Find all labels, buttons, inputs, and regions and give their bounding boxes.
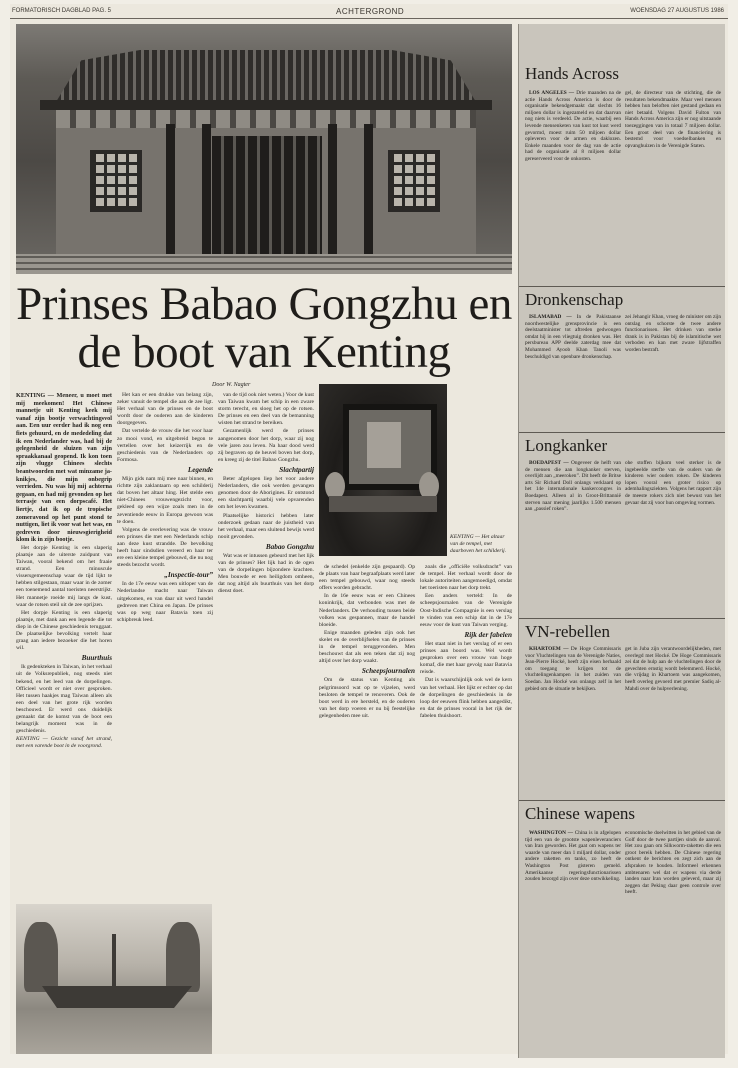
paragraph: de schedel (enkelde zijn gespaard). Op de plaats van haar begraafplaats werd later een tempel gebouwd, waar nog steeds offers worden gebracht. bbox=[319, 564, 415, 592]
paragraph: Dat is waarschijnlijk ook wel de kern van het verhaal. Het lijkt er echter op dat de dorpelingen de geschiedenis in de loop der eeuwen flink hebben aangedikt, en dat de prinses vooral in het rijk der fabelen thuishoort. bbox=[420, 677, 512, 719]
running-header bbox=[10, 4, 728, 19]
subhead: Rijk der fabelen bbox=[464, 630, 512, 639]
paragraph: Gezamenlijk werd de prinses aangenomen door het dorp, waar zij nog vele jaren zou leven. Na haar dood werd zij begraven op de heuvel boven het dorp, en kreeg zij de titel Babao Gongzhu. bbox=[218, 428, 314, 463]
subhead: „Inspectie-tour” bbox=[164, 571, 213, 580]
paragraph: Het kan er een drukke van belang zijn, zeker vanuit de tempel die aan de zee ligt. Het verhaal van de prinses en de boot wordt door de ouderen aan de kinderen doorgegeven. bbox=[117, 392, 213, 427]
byline: Door W. Nagter bbox=[212, 382, 251, 388]
temple-window bbox=[90, 150, 142, 212]
subhead: Scheepsjournalen bbox=[361, 667, 415, 676]
paragraph: In de 16e eeuw was er een Chinees koninkrijk, dat verbonden was met de Nederlanders. De verhouding tussen beide volken was gespannen, maar de handel bloeide. bbox=[319, 593, 415, 628]
temple-window bbox=[388, 150, 440, 212]
paragraph: Volgens de overlevering was de vrouw een prinses die met een Nederlands schip aan deze kust strandde. De bevolking heeft haar sindsdien vereerd en haar ter ere een kleine tempel gebouwd, die nu nog steeds bezocht wordt. bbox=[117, 526, 213, 569]
photo-caption: KENTING — Het altaar van de tempel, met daarboven het schilderij. bbox=[450, 534, 507, 554]
paragraph: van de tijd ook niet weten.) Voor de kust van Taiwan kwam het schip in een zware storm terecht, en sloeg het op de rotsen. De prinses en een deel van de bemanning wisten het strand te bereiken. bbox=[218, 392, 314, 427]
sidebar-headline: VN-rebellen bbox=[525, 622, 610, 641]
article-column-4 bbox=[319, 564, 415, 1058]
boat bbox=[42, 986, 192, 1008]
sidebar-text: gel, de directeur van de stichting, die de resultaten bekendmaakte. Maar veel mensen hebben hun beloften niet gestand gedaan en niet betaald. Volgens David Fulton van Hands Across America zijn er nog uitstaande toezeggingen van in totaal 7 miljoen dollar. Een groot deel van de financiering is bestemd voor voedselbanken en opvanghuizen in de Verenigde Staten. bbox=[625, 90, 721, 149]
dateline: ISLAMABAD — bbox=[529, 314, 572, 320]
sidebar-headline: Longkanker bbox=[525, 436, 608, 455]
sidebar-text: ISLAMABAD — In de Pakistaanse noordwestelijke grensprovincie is een deelstaatminister tot aftreden gedwongen omdat hij in een vliegtuig dronken was. Het persbureau APP deelde zaterdag mee dat Mohammed Ayoob Khan Tanoli was beschuldigd van openbare dronkenschap. bbox=[525, 314, 621, 360]
article-column-2 bbox=[117, 392, 213, 900]
dateline: WASHINGTON — bbox=[529, 830, 573, 836]
sidebar-text: KHARTOEM — De Hoge Commissaris voor Vluchtelingen van de Verenigde Naties, Jean-Pierre Hocké, heeft zijn eisen herhaald om toegang te krijgen tot de vluchtelingenkampen in het zuiden van Soedan. Jan Hocké was onlangs zelf in het gebied om de situatie te bekijken. bbox=[525, 646, 621, 692]
subhead: Legende bbox=[187, 465, 213, 474]
paragraph: Een anders verteld: In de scheepsjournalen van de Verenigde Oost-Indische Compagnie is een verslag te vinden van een schip dat in de 17e eeuw voor de kust van Taiwan verging. bbox=[420, 593, 512, 628]
paragraph: Het staat niet in het verslag of er een prinses aan boord was. Wel wordt gesproken over een vrouw van hoge komaf, die met haar gevolg naar Batavia reisde. bbox=[420, 640, 512, 676]
article-title: Prinses Babao Gongzhu en de boot van Kenting bbox=[16, 278, 512, 378]
paragraph: Ik gedenkteken in Taiwan, in het verhaal uit de Volksrepubliek, nog steeds niet bekend, en het leed van de dorpelingen. Officieel wordt er niet over gesproken. Het tussen haakjes mag Taiwan alleen als een deel van het grote rijk worden beschouwd. Er werd ons duidelijk gemaakt dat de komst van de boot een belangrijk moment was in de geschiedenis. bbox=[16, 664, 112, 735]
paper-name: FORMATORISCH DAGBLAD PAG. 5 bbox=[12, 8, 112, 14]
photo-caption: KENTING — Gezicht vanaf het strand, met een varende boot in de voorgrond. bbox=[16, 736, 112, 750]
paragraph: Om de status van Kenting als pelgrimsoord wat op te vijzelen, werd besloten de tempel te renoveren. Ook de boot werd in ere hersteld, en de ouderen van het dorp voeren er nu bij feestelijke gelegenheden mee uit. bbox=[319, 677, 415, 719]
sidebar-text: economische doelwitten in het gebied van de Golf door de twee partijen sinds de aanval. Het zou gaan om Silkworm-raketten die een groot bereik hebben. De Chinese regering ontkent de berichten en zegt zich aan de afspraken te houden. Informeel erkennen ambtenaren wel dat er wapens via derde landen naar Iran worden geleverd, maar zij zeggen dat Peking daar geen controle over heeft. bbox=[625, 830, 721, 896]
dateline: KHARTOEM — bbox=[529, 646, 569, 652]
temple-steps bbox=[16, 254, 512, 274]
sidebar-text: WASHINGTON — China is in afgelopen tijd een van de grootste wapenleveranciers van Iran geworden. Het gaat om wapens ter waarde van meer dan 1 miljard dollar, onder andere raketten en tanks, zo heeft de Washington Post gisteren gemeld. Amerikaanse regeringsfunctionarissen zouden bezorgd zijn over deze ontwikkeling. bbox=[525, 830, 621, 883]
newspaper-page bbox=[10, 4, 728, 1054]
sidebar-text: zei Jehangir Khan, vroeg de minister om zijn ontslag en schorste de twee andere functionarissen. Het drinken van sterke drank is in Pakistan bij de islamitische wet verboden en kan met zware lijfstraffen worden bestraft. bbox=[625, 314, 721, 353]
article-column-1 bbox=[16, 392, 112, 900]
paragraph: Enige maanden geleden zijn ook het skelet en de overblijfselen van de prinses in de tempel teruggevonden. Men beschouwt dat als een teken dat zij nog altijd over het dorp waakt. bbox=[319, 629, 415, 665]
paragraph: Mijn gids nam mij mee naar binnen, en richtte zijn zaklantaarn op een schilderij dat boven het altaar hing. Het stelde een niet-Chinees vrouwengezicht voor, gekleed op een wijze zoals men in de zeventiende eeuw in Europa gewoon was te doen. bbox=[117, 476, 213, 525]
sidebar-headline: Chinese wapens bbox=[525, 804, 636, 823]
paragraph: Plaatselijke historici hebben later onderzoek gedaan naar de juistheid van het verhaal, maar een sluitend bewijs werd nooit gevonden. bbox=[218, 512, 314, 540]
section-name: ACHTERGROND bbox=[336, 7, 405, 16]
paragraph: zoals die „officiële volksdracht” van de tempel. Het verhaal wordt door de lokale autoriteiten aangemoedigd, omdat het toeristen naar het dorp trekt. bbox=[420, 564, 512, 592]
paragraph: Wat was er intussen gebeurd met het lijk van de prinses? Het lijk had in de ogen van de dorpelingen bijzondere krachten. Men bouwde er een heiligdom omheen, dat nog altijd als buurthuis van het dorp dienst doet. bbox=[218, 552, 314, 595]
altar-table bbox=[329, 496, 437, 512]
dateline: BOEDAPEST — bbox=[529, 460, 569, 466]
sidebar-text: ohe stoffen bijkom veel sterker is de ingebeelde sterfte van de ouders van de kinderen wier ouders roken. De kinderen lopen vooral een groter risico op ademhalingsziekten. Volgens het rapport zijn de meeste rokers zich niet bewust van het gevaar dat zij voor hun omgeving vormen. bbox=[625, 460, 721, 506]
temple-door bbox=[212, 136, 322, 258]
temple-photo bbox=[16, 24, 512, 274]
sidebar-text: LOS ANGELES — Drie maanden na de actie Hands Across America is door de organisatie bekendgemaakt dat slechts 16 miljoen dollar is ingezameld en dat daarvan nog niets is verdeeld. De actie, waarbij een levende mensenketen van kust tot kust werd gevormd, moest ruim 50 miljoen dollar opleveren voor de armen en daklozen. Enkele maanden voor de dag van de actie had de organisatie al 8 miljoen dollar gereserveerd voor de onkosten. bbox=[525, 90, 621, 162]
subhead: Slachtpartij bbox=[279, 465, 314, 474]
paragraph: In de 17e eeuw was een uitloper van de Nederlandse macht naar Taiwan uitgekomen, en van daar uit werd handel gedreven met China en Japan. De prinses was op weg naar Batavia toen zij schipbreuk leed. bbox=[117, 581, 213, 623]
paragraph: Dat vertelde de vrouw die het voor haar zo mooi vond, en uitgebreid begon te vertellen over het keizerrijk en de geschiedenis van de Nederlanders op Formosa. bbox=[117, 428, 213, 463]
paragraph: Het dorpje Kenting is een slaperig plaatsje, met dank aan een legende die tot diep in de Chinese geschiedenis teruggaat. De plaatselijke bevolking vertelt haar graag aan iedere bezoeker die het horen wil. bbox=[16, 609, 112, 652]
news-sidebar bbox=[518, 24, 725, 1058]
sidebar-text: get in Juba zijn verantwoordelijkheden, met overlegd met Hocké. De Hoge Commissaris zei dat de hulp aan de vluchtelingen door de gevechten ernstig wordt belemmerd. Hocké, die vrijdag in Khartoem was aangekomen, heeft overleg gevoerd met premier Sadiq al-Mahdi over de hulpverlening. bbox=[625, 646, 721, 692]
sidebar-headline: Dronkenschap bbox=[525, 290, 624, 309]
subhead: Babao Gongzhu bbox=[265, 542, 314, 551]
temple-roof bbox=[56, 50, 476, 102]
issue-date: WOENSDAG 27 AUGUSTUS 1986 bbox=[630, 8, 724, 14]
portrait bbox=[367, 422, 401, 468]
altar-photo bbox=[319, 384, 447, 556]
article-column-5 bbox=[420, 564, 512, 1058]
sidebar-text: BOEDAPEST — Ongeveer de helft van de mensen die aan longkanker sterven, overlijdt aan „meeroken”. Dit heeft de Britse arts Sir Richard Doll onlangs verklaard op het 14e internationale kankercongres in Boedapest. Alleen al in Groot-Brittannië sterven naar mening jaarlijks 1.500 mensen aan „passief roken”. bbox=[525, 460, 621, 513]
paragraph: Beter afgelopen liep het voor andere Nederlanders, die ook werden gevangen genomen door de Aborigines. Er ontstond een slachtpartij waarbij vele opvarenden om het leven kwamen. bbox=[218, 476, 314, 511]
article-column-3 bbox=[218, 392, 314, 1058]
beach-boat-photo bbox=[16, 904, 212, 1054]
dateline: LOS ANGELES — bbox=[529, 90, 575, 96]
paragraph: Het dorpje Kenting is een slaperig plaatsje aan de uiterste zuidpunt van Taiwan, vooral bekend om het fraaie strand. Een minuscule vissersgemeenschap waar de tijd lijkt te hebben stilgestaan, maar waar in de zomer een toenemend aantal toeristen neerstrijkt. Het mannetje roeide mij langs de kust, waar de rotsen steil uit de zee oprijzen. bbox=[16, 544, 112, 608]
subhead: Buurthuis bbox=[81, 654, 112, 663]
sidebar-headline: Hands Across bbox=[525, 64, 619, 83]
article-lead: KENTING — Meneer, u moet met mij meekomen! Het Chinese mannetje uit Kenting keek mij vanaf zijn bootje verwachtingsvol aan. Een uur eerder had ik nog een fiets gehuurd, en de mededeling dat ik een Nederlander was, had bij de gelegenheid de sluizen van zijn spraakkanaal geopend. Ik kon toen zijn vlugge Chinees slechts beantwoorden met wat minzame ja-knikjes, die mijn onbegrip verrieden. Nu was hij mij achterna gegaan, en had mij gevonden op het terrasje van een dorpscafé. Het liertje, dat ik op de tropische zomeravond op het punt stond te nuttigen, liet ik voor wat het was, en gedreven door nieuwsgierigheid klom ik in zijn bootje. bbox=[16, 392, 112, 544]
